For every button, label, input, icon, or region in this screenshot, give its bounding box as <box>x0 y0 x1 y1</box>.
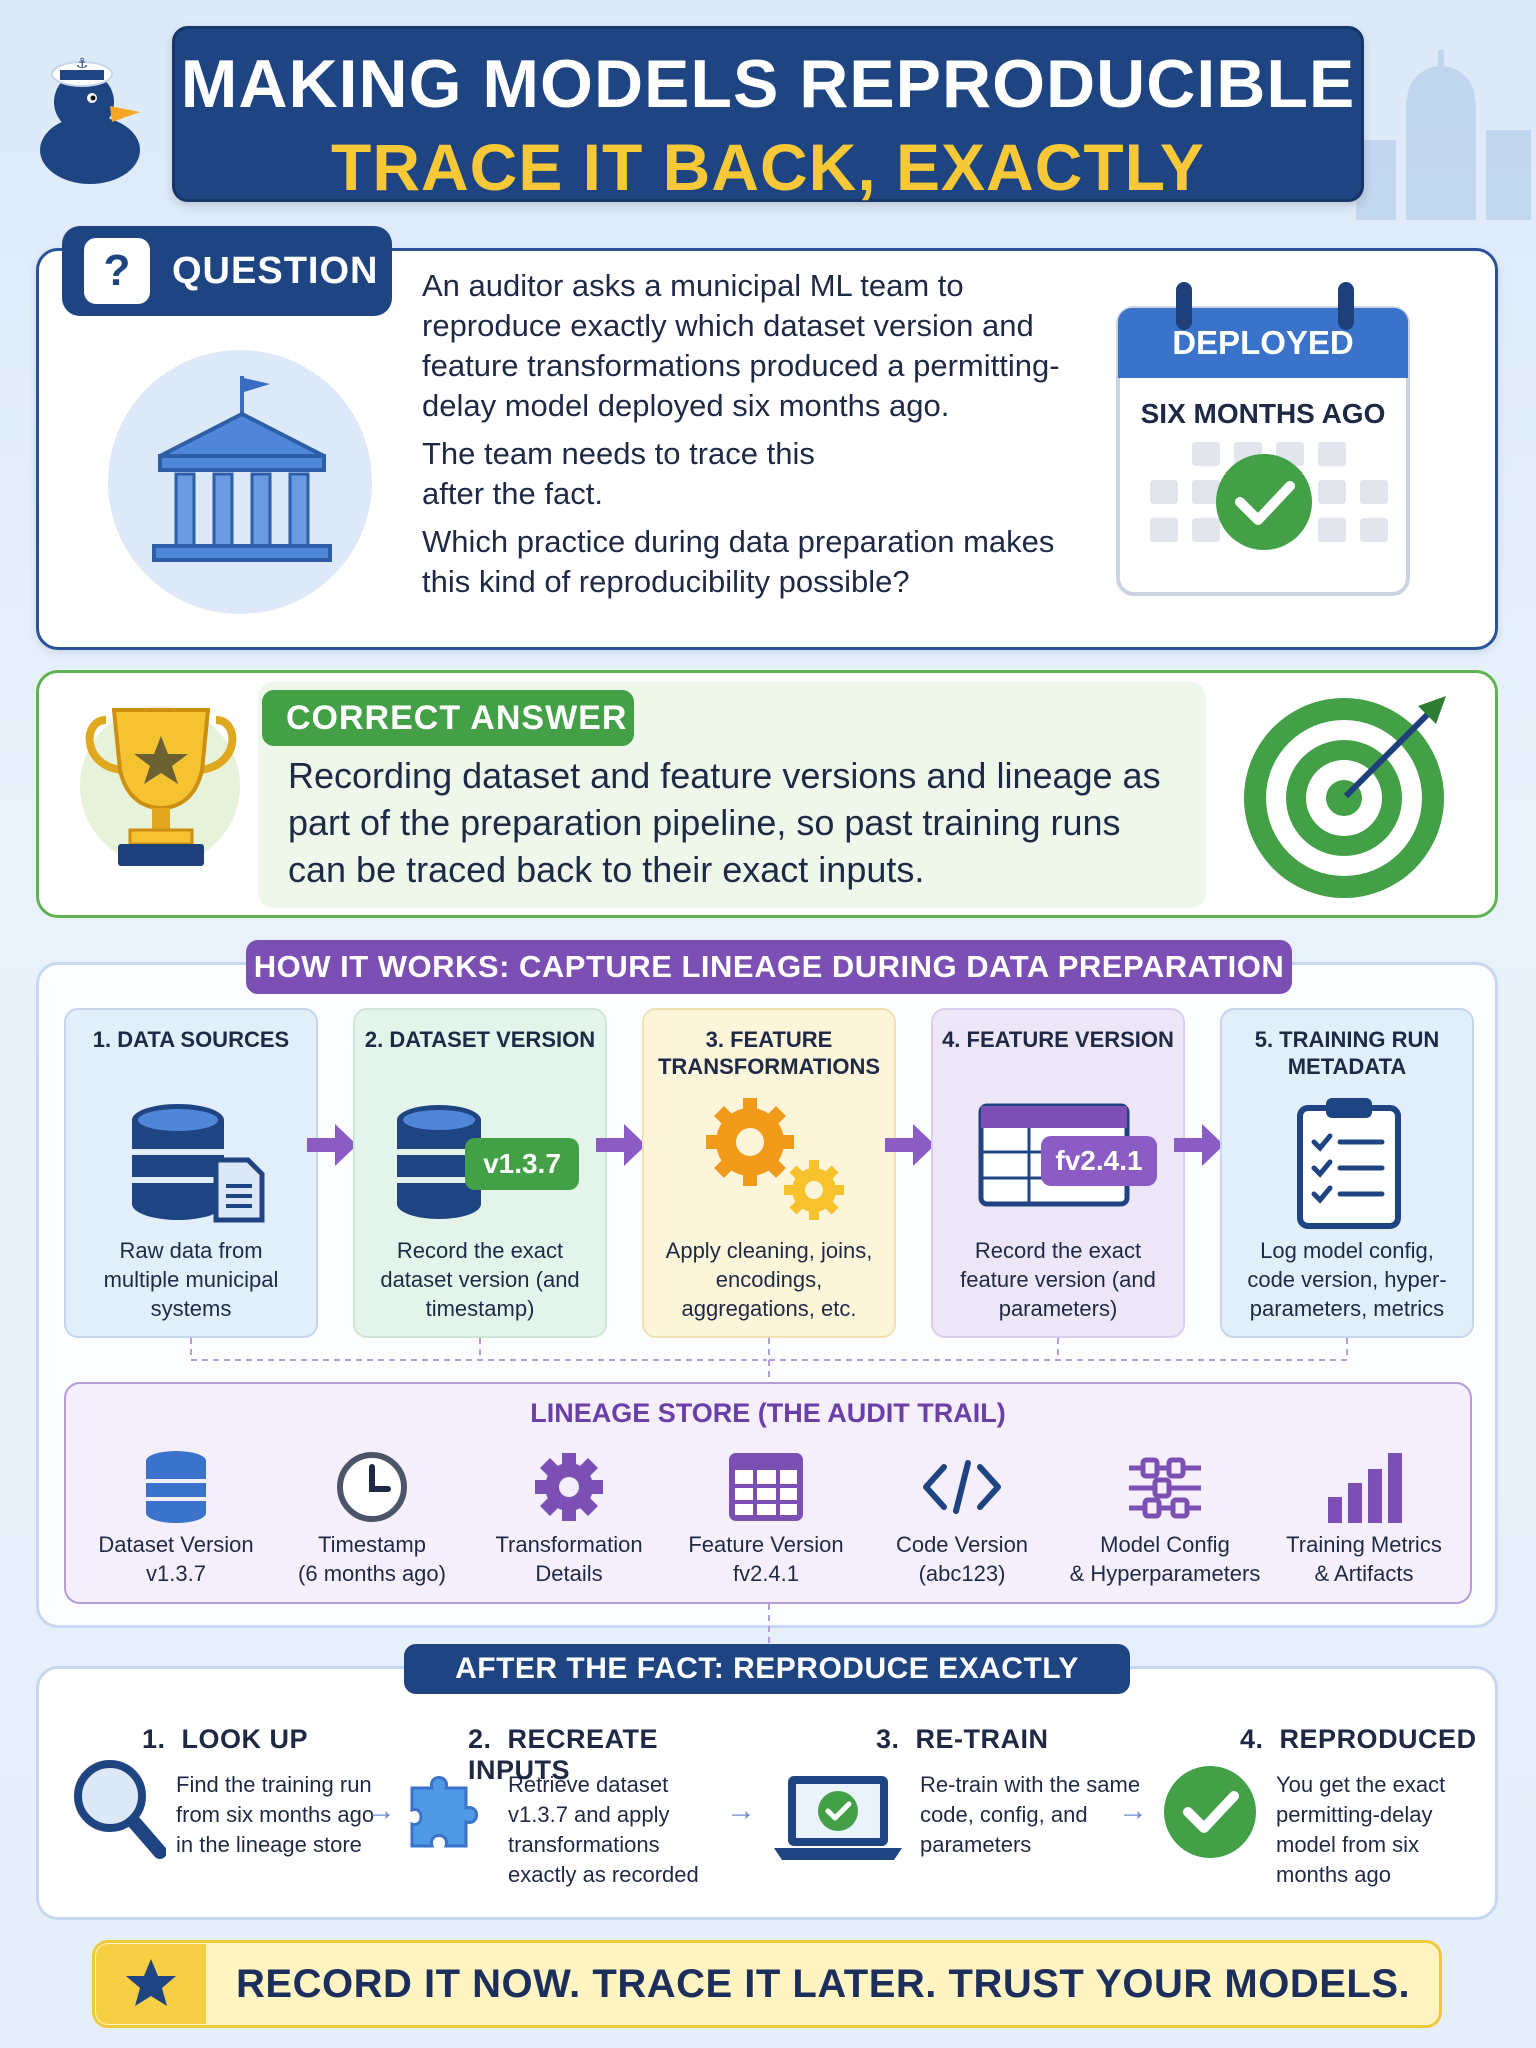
af-step-num: 1. <box>142 1724 166 1754</box>
af-desc-line: Retrieve dataset <box>508 1772 669 1797</box>
code-icon <box>920 1457 1004 1517</box>
footer-slogan: RECORD IT NOW. TRACE IT LATER. TRUST YOUR MODELS. <box>236 1962 1411 2006</box>
svg-text:⚓: ⚓ <box>75 56 89 72</box>
af-step-recreate-inputs <box>406 1718 746 1918</box>
af-step-title <box>876 1724 1049 1755</box>
after-the-fact-title: AFTER THE FACT: REPRODUCE EXACTLY <box>404 1644 1130 1694</box>
af-desc-line: months ago <box>1276 1862 1391 1887</box>
af-desc-line: parameters <box>920 1832 1032 1857</box>
lineage-item-dataset-version <box>78 1444 274 1588</box>
af-desc-line: model from six <box>1276 1832 1420 1857</box>
question-paragraph: An auditor asks a municipal ML team to reproduce exactly which dataset version and feature transformations produced a permitting-delay model deployed six months ago. <box>422 268 1060 423</box>
af-step-num: 3. <box>876 1724 900 1754</box>
lineage-item-model-config <box>1054 1444 1276 1588</box>
government-building-icon <box>140 366 344 576</box>
step-feature-version <box>931 1008 1185 1338</box>
bar-chart-icon <box>1324 1447 1404 1527</box>
arrow-right-icon: → <box>366 1794 396 1827</box>
step-title: 3. FEATURE TRANSFORMATIONS <box>657 1027 881 1079</box>
laptop-check-icon <box>770 1770 906 1866</box>
step-desc: Log model config, code version, hyper-parameters, metrics <box>1247 1238 1447 1321</box>
step-desc: Raw data from multiple municipal systems <box>103 1238 279 1321</box>
arrow-right-icon <box>1172 1120 1226 1170</box>
af-desc-line: permitting-delay <box>1276 1802 1433 1827</box>
lineage-down-connector <box>764 1604 774 1644</box>
lineage-item-value: (abc123) <box>918 1561 1006 1586</box>
correct-answer-badge: CORRECT ANSWER <box>262 690 634 746</box>
lineage-item-value: & Artifacts <box>1314 1561 1414 1586</box>
lineage-item-feature-version <box>668 1444 864 1588</box>
clock-icon <box>334 1449 410 1525</box>
page-title: MAKING MODELS REPRODUCIBLE <box>180 46 1356 122</box>
dataset-version-tag: v1.3.7 <box>483 1148 561 1179</box>
grid-icon <box>728 1452 804 1522</box>
clipboard-checklist-icon <box>1222 1090 1476 1230</box>
lineage-store-title: LINEAGE STORE (THE AUDIT TRAIL) <box>530 1398 1006 1428</box>
step-title: 1. DATA SOURCES <box>92 1027 290 1052</box>
lineage-store <box>64 1382 1472 1604</box>
question-badge <box>62 226 392 316</box>
database-icon <box>141 1447 211 1527</box>
step-desc: Record the exact dataset version (and timestamp) <box>380 1238 580 1321</box>
city-skyline-icon <box>1346 40 1536 220</box>
af-desc-line: Find the training run <box>176 1772 372 1797</box>
step-title: 5. TRAINING RUN METADATA <box>1254 1027 1440 1079</box>
lineage-item-timestamp <box>274 1444 470 1588</box>
af-desc-line: exactly as recorded <box>508 1862 699 1887</box>
step-dataset-version <box>353 1008 607 1338</box>
step-desc: Record the exact feature version (and parameters) <box>960 1238 1156 1321</box>
answer-text: Recording dataset and feature versions and lineage as part of the preparation pipeline, so past training runs can be traced back to their exact inputs. <box>288 755 1161 890</box>
gears-icon <box>644 1090 898 1230</box>
question-paragraph: The team needs to trace this after the fact. <box>422 436 815 511</box>
af-desc-line: You get the exact <box>1276 1772 1446 1797</box>
arrow-right-icon <box>305 1120 359 1170</box>
deployment-calendar <box>1112 282 1418 600</box>
af-step-reproduced <box>1160 1718 1480 1918</box>
target-icon <box>1240 686 1456 902</box>
step-title: 4. FEATURE VERSION <box>942 1027 1174 1052</box>
af-desc-line: from six months ago <box>176 1802 375 1827</box>
af-step-title <box>1240 1724 1477 1755</box>
lineage-item-value: fv2.4.1 <box>732 1561 800 1586</box>
lineage-item-label: Code Version <box>895 1532 1029 1557</box>
footer-star-box <box>96 1944 206 2024</box>
question-text <box>422 266 1082 610</box>
lineage-connectors <box>64 1338 1472 1384</box>
af-step-label: LOOK UP <box>181 1724 309 1754</box>
step-title: 2. DATASET VERSION <box>364 1027 596 1052</box>
af-step-re-train <box>770 1718 1150 1898</box>
af-step-label: RE-TRAIN <box>915 1724 1049 1754</box>
af-step-label: RECREATE INPUTS <box>468 1724 659 1785</box>
sailor-duck-mascot <box>28 40 148 190</box>
lineage-item-label: Model Config <box>1100 1532 1230 1557</box>
step-desc: Apply cleaning, joins, encodings, aggregations, etc. <box>665 1238 873 1321</box>
database-document-icon <box>66 1090 320 1230</box>
header-banner <box>172 26 1364 202</box>
lineage-item-label: Feature Version <box>688 1532 844 1557</box>
lineage-item-code-version <box>864 1444 1060 1588</box>
af-step-num: 2. <box>468 1724 492 1754</box>
step-data-sources <box>64 1008 318 1338</box>
feature-version-tag: fv2.4.1 <box>1055 1145 1143 1176</box>
arrow-right-icon <box>883 1120 937 1170</box>
lineage-item-value: Details <box>535 1561 603 1586</box>
lineage-item-label: Dataset Version <box>98 1532 254 1557</box>
af-desc-line: code, config, and <box>920 1802 1088 1827</box>
lineage-item-training-metrics <box>1266 1444 1462 1588</box>
lineage-item-transformation <box>471 1444 667 1588</box>
trophy-icon <box>78 696 244 876</box>
sliders-icon <box>1125 1452 1205 1522</box>
calendar-header: DEPLOYED <box>1172 324 1354 361</box>
af-step-desc <box>1276 1770 1476 1890</box>
step-training-run-metadata <box>1220 1008 1474 1338</box>
star-icon <box>123 1956 179 2012</box>
lineage-item-value: (6 months ago) <box>298 1561 446 1586</box>
question-paragraph: Which practice during data preparation makes this kind of reproducibility possible? <box>422 524 1055 599</box>
lineage-item-value: & Hyperparameters <box>1069 1561 1261 1586</box>
magnifier-icon <box>70 1752 166 1864</box>
speech-bubble-question-icon: ? <box>84 238 150 304</box>
af-step-title <box>142 1724 308 1755</box>
lineage-item-label: Training Metrics <box>1286 1532 1442 1557</box>
arrow-right-icon <box>594 1120 648 1170</box>
af-desc-line: Re-train with the same <box>920 1772 1141 1797</box>
calendar-subheader: SIX MONTHS AGO <box>1140 398 1386 429</box>
arrow-right-icon: → <box>1118 1794 1148 1827</box>
how-it-works-title: HOW IT WORKS: CAPTURE LINEAGE DURING DATA PREPARATION <box>246 940 1292 994</box>
af-step-desc <box>176 1770 396 1860</box>
page-subtitle: TRACE IT BACK, EXACTLY <box>331 130 1205 204</box>
lineage-item-value: v1.3.7 <box>146 1561 206 1586</box>
af-step-desc <box>508 1770 748 1890</box>
gear-icon <box>529 1447 609 1527</box>
af-step-label: REPRODUCED <box>1279 1724 1477 1754</box>
step-feature-transformations <box>642 1008 896 1338</box>
lineage-item-label: Transformation <box>495 1532 643 1557</box>
af-desc-line: v1.3.7 and apply <box>508 1802 670 1827</box>
question-label: QUESTION <box>172 249 379 292</box>
arrow-right-icon: → <box>726 1794 756 1827</box>
lineage-item-label: Timestamp <box>318 1532 426 1557</box>
af-step-num: 4. <box>1240 1724 1264 1754</box>
af-desc-line: transformations <box>508 1832 660 1857</box>
check-circle-icon <box>1160 1762 1260 1862</box>
af-desc-line: in the lineage store <box>176 1832 362 1857</box>
